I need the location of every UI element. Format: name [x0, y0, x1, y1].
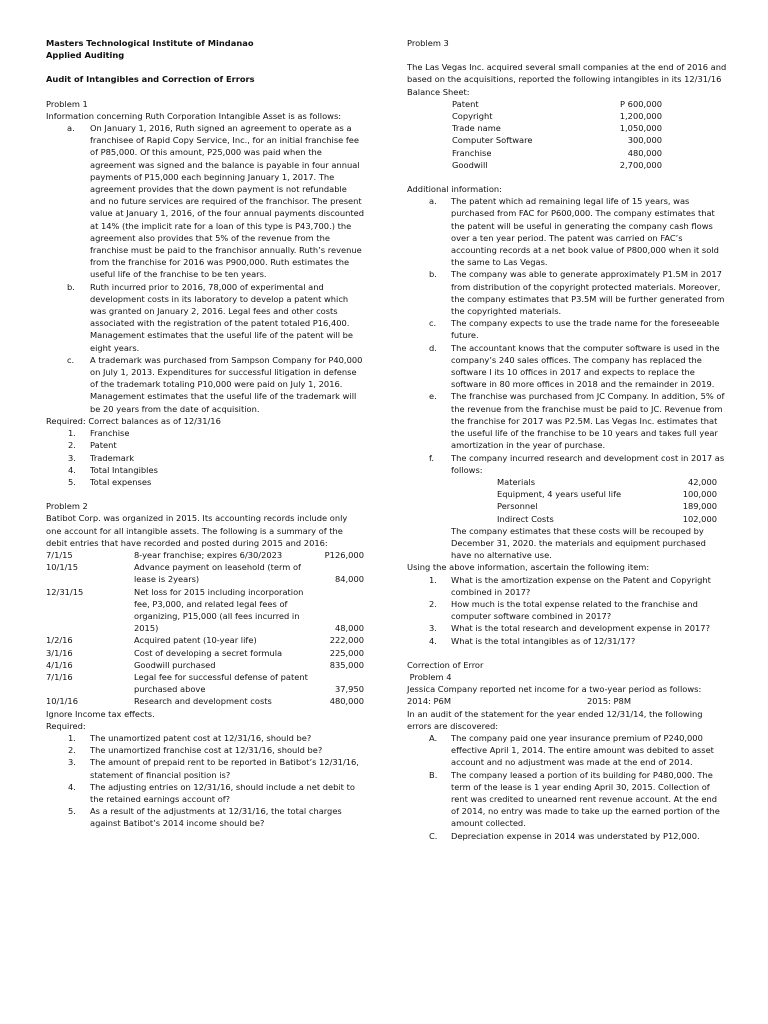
intangible-row: [452, 110, 662, 122]
item-text: What is the amortization expense on the Patent and Copyright combined in 2017?: [451, 574, 711, 597]
item-text: The patent which ad remaining legal life of 15 years, was purchased from FAC for P600,000. The company estimates that the patent will be useful in generating the company cash flows over a ten year period. The patent was carried on FAC’s accounting records at a net book value of P800,000 when it sold the same to Las Vegas.: [451, 196, 719, 268]
school-name: Masters Technological Institute of Mindanao: [46, 38, 254, 48]
rnd-note: The company estimates that these costs will be recouped by December 31, 2020. the materials and equipment purchased have no alternative use.: [451, 525, 706, 561]
error-item: [407, 769, 727, 830]
entry-amount: 835,000: [329, 659, 364, 670]
ignore-tax-note: Ignore Income tax effects.: [46, 708, 155, 719]
intangible-name: Goodwill: [452, 159, 488, 170]
required-item: [46, 781, 364, 805]
entry-date: 3/1/16: [46, 647, 73, 658]
item-text: The unamortized patent cost at 12/31/16, should be?: [90, 732, 312, 743]
item-text: What is the total research and development expense in 2017?: [451, 623, 710, 634]
item-text: The adjusting entries on 12/31/16, should include a net debit to the retained earnings account of?: [90, 781, 355, 804]
rnd-row: [497, 476, 717, 488]
rnd-amount: 42,000: [687, 476, 717, 487]
problem-2-intro: Batibot Corp. was organized in 2015. Its accounting records include only one account for all intangible assets. The following is a summary of the debit entries that have recorded and posted during 2015 and 2016:: [46, 513, 348, 548]
item-marker: 2.: [429, 598, 437, 609]
intangible-name: Trade name: [452, 123, 501, 134]
problem-3-item: [407, 268, 727, 317]
rnd-name: Personnel: [497, 501, 538, 512]
item-marker: C.: [429, 830, 438, 841]
problem-4-heading: Problem 4: [407, 671, 452, 682]
item-marker: 3.: [68, 452, 76, 463]
entry-date: 10/1/15: [46, 562, 78, 573]
problem-1-item-a: [46, 122, 364, 281]
entry-date: 4/1/16: [46, 659, 73, 670]
item-text: A trademark was purchased from Sampson Company for P40,000 on July 1, 2013. Expenditures for successful litigation in defense of the trademark totaling P10,000 were paid on July 1, 2016. Management estimates that the useful life of the trademark will be 20 years from the date of acquisition.: [90, 354, 363, 414]
intangible-row: [452, 122, 662, 134]
rnd-amount: 102,000: [682, 513, 717, 524]
item-marker: 4.: [68, 464, 76, 475]
question-item: [407, 598, 727, 622]
entry-row: [46, 634, 364, 646]
required-item: [46, 427, 364, 439]
entry-date: 12/31/15: [46, 586, 84, 597]
required-item: [46, 439, 364, 451]
intangible-row: [452, 98, 662, 110]
entry-row: [46, 659, 364, 671]
item-text: The franchise was purchased from JC Company. In addition, 5% of the revenue from the franchise must be paid to JC. Revenue from the franchise for 2017 was P2.5M. Las Vegas Inc. estimates that the useful life of the franchise to be 10 years and takes full year amortization in the year of purchase.: [451, 391, 725, 451]
question-item: [407, 635, 727, 647]
item-marker: a.: [67, 123, 75, 134]
item-text: The accountant knows that the computer software is used in the company’s 240 sales offices. The company has replaced the software I its 10 offices in 2017 and expects to replace the software in 80 more offices in 2018 and the remainder in 2019.: [451, 342, 720, 390]
entry-desc: Cost of developing a secret formula: [134, 647, 283, 658]
correction-of-error-heading: Correction of Error: [407, 659, 484, 670]
question-item: [407, 622, 727, 634]
item-text: The company was able to generate approximately P1.5M in 2017 from distribution of the copyright protected materials. Moreover, the company estimates that P3.5M will be further generated from the copyrighted materials.: [451, 269, 725, 317]
problem-1-heading: Problem 1: [46, 98, 88, 109]
entry-desc: Net loss for 2015 including incorporation fee, P3,000, and related legal fees of organizing, P15,000 (all fees incurred in 2015): [134, 586, 304, 634]
required-item: [46, 744, 364, 756]
item-text: The company expects to use the trade name for the foreseeable future.: [451, 318, 720, 341]
item-text: Ruth incurred prior to 2016, 78,000 of experimental and development costs in its laboratory to develop a patent which was granted on January 2, 2016. Legal fees and other costs associated with the registration of the patent totaled P16,400. Management estimates that the useful life of the patent will be eight years.: [90, 281, 354, 353]
intangible-amount: 300,000: [627, 135, 662, 146]
required-item: [46, 805, 364, 829]
using-above-info: Using the above information, ascertain the following item:: [407, 562, 650, 573]
entry-amount: 84,000: [334, 574, 364, 585]
intangible-amount: 2,700,000: [619, 159, 662, 170]
intangible-row: [452, 147, 662, 159]
problem-3-item: [407, 390, 727, 451]
audit-statement: In an audit of the statement for the year ended 12/31/14, the following errors are discovered:: [407, 708, 703, 731]
problem-3-item: [407, 317, 727, 341]
item-marker: f.: [429, 452, 434, 463]
additional-info-label: Additional information:: [407, 184, 502, 195]
required-item: [46, 464, 364, 476]
item-marker: 3.: [429, 623, 437, 634]
entry-date: 10/1/16: [46, 696, 78, 707]
item-marker: B.: [429, 769, 438, 780]
item-marker: 1.: [429, 574, 437, 585]
entry-desc: Legal fee for successful defense of patent purchased above: [134, 671, 308, 695]
net-income-row: [407, 695, 727, 707]
item-text: Trademark: [90, 452, 135, 463]
entry-row: [46, 561, 364, 585]
problem-2-required: Required:: [46, 720, 86, 731]
required-item: [46, 756, 364, 780]
entry-amount: 37,950: [334, 684, 364, 695]
intangible-amount: 1,050,000: [619, 123, 662, 134]
problem-4-intro: Jessica Company reported net income for a two-year period as follows:: [407, 684, 702, 695]
item-text: On January 1, 2016, Ruth signed an agreement to operate as a franchisee of Rapid Copy Service, Inc., for an initial franchise fee of P85,000. Of this amount, P25,000 was paid when the agreement was signed and the balance is payable in four annual payments of P15,000 each beginning January 1, 2017. The agreement provides that the down payment is not refundable and no future services are required of the franchisor. The present value at January 1, 2016, of the four annual payments discounted at 14% (the implicit rate for a loan of this type is P43,700.) the agreement also provides that 5% of the revenue from the franchise must be paid to the franchisor annually. Ruth’s revenue from the franchise for 2016 was P900,000. Ruth estimates the useful life of the franchise to be ten years.: [90, 123, 364, 280]
item-marker: d.: [429, 342, 437, 353]
item-text: The company leased a portion of its building for P480,000. The term of the lease is 1 year ending April 30, 2015. Collection of rent was credited to unearned rent revenue account. At the end of 2014, no entry was made to take up the earned portion of the amount collected.: [451, 769, 720, 829]
intangible-amount: 480,000: [627, 147, 662, 158]
entry-row: [46, 671, 364, 695]
item-text: Total expenses: [90, 476, 152, 487]
entry-desc: Advance payment on leasehold (term of lease is 2years): [134, 562, 301, 585]
rnd-name: Indirect Costs: [497, 513, 554, 524]
item-text: Patent: [90, 440, 117, 451]
rnd-name: Equipment, 4 years useful life: [497, 489, 622, 500]
rnd-name: Materials: [497, 476, 536, 487]
question-item: [407, 574, 727, 598]
problem-2-heading: Problem 2: [46, 501, 88, 512]
income-2014: 2014: P6M: [407, 696, 451, 707]
intangible-row: [452, 134, 662, 146]
item-text: As a result of the adjustments at 12/31/16, the total charges against Batibot’s 2014 income should be?: [90, 806, 342, 829]
rnd-row: [497, 500, 717, 512]
item-text: Depreciation expense in 2014 was understated by P12,000.: [451, 830, 700, 841]
intangible-row: [452, 159, 662, 171]
item-text: Franchise: [90, 428, 130, 439]
problem-1-intro: Information concerning Ruth Corporation Intangible Asset is as follows:: [46, 110, 342, 121]
item-text: What is the total intangibles as of 12/31/17?: [451, 635, 636, 646]
item-marker: b.: [429, 269, 437, 280]
error-item: [407, 732, 727, 769]
item-marker: A.: [429, 732, 438, 743]
item-marker: 2.: [68, 440, 76, 451]
entry-amount: 225,000: [329, 647, 364, 658]
item-marker: 4.: [68, 781, 76, 792]
item-text: How much is the total expense related to the franchise and computer software combined in 2017?: [451, 598, 698, 622]
item-marker: b.: [67, 281, 75, 292]
item-marker: 1.: [68, 732, 76, 743]
course-name: Applied Auditing: [46, 50, 125, 61]
intangible-name: Copyright: [452, 111, 493, 122]
entry-desc: Research and development costs: [134, 696, 272, 707]
entry-desc: 8-year franchise; expires 6/30/2023: [134, 549, 283, 560]
entry-date: 1/2/16: [46, 635, 73, 646]
problem-3-item: [407, 342, 727, 391]
intangible-name: Patent: [452, 98, 479, 109]
item-text: The company paid one year insurance premium of P240,000 effective April 1, 2014. The entire amount was debited to asset account and no adjustment was made at the end of 2014.: [451, 732, 714, 768]
right-column: [407, 37, 727, 842]
document-title: Audit of Intangibles and Correction of Errors: [46, 74, 255, 85]
rnd-cost-list: [497, 476, 717, 525]
intangible-amount: P 600,000: [620, 98, 662, 109]
required-item: [46, 732, 364, 744]
entry-row: [46, 695, 364, 707]
left-column: [46, 37, 364, 830]
intangible-name: Computer Software: [452, 135, 533, 146]
entry-amount: 222,000: [329, 635, 364, 646]
entry-amount: 48,000: [334, 623, 364, 634]
item-text: Total Intangibles: [90, 464, 158, 475]
required-item: [46, 476, 364, 488]
entry-desc: Goodwill purchased: [134, 659, 216, 670]
intangibles-list: [452, 98, 662, 171]
entry-row: [46, 586, 364, 635]
entry-amount: 480,000: [329, 696, 364, 707]
item-marker: 5.: [68, 806, 76, 817]
item-marker: 3.: [68, 757, 76, 768]
item-marker: 4.: [429, 635, 437, 646]
rnd-row: [497, 488, 717, 500]
required-item: [46, 452, 364, 464]
entry-desc: Acquired patent (10-year life): [134, 635, 257, 646]
rnd-row: [497, 513, 717, 525]
item-marker: 5.: [68, 476, 76, 487]
rnd-amount: 189,000: [682, 501, 717, 512]
problem-3-item: [407, 195, 727, 268]
intangible-amount: 1,200,000: [619, 111, 662, 122]
entry-date: 7/1/15: [46, 549, 73, 560]
debit-entries: [46, 549, 364, 708]
problem-3-heading: Problem 3: [407, 38, 449, 48]
item-marker: a.: [429, 196, 437, 207]
error-item: [407, 830, 727, 842]
entry-row: [46, 647, 364, 659]
item-text: The unamortized franchise cost at 12/31/16, should be?: [90, 745, 323, 756]
problem-1-required: Required: Correct balances as of 12/31/16: [46, 415, 221, 426]
item-marker: c.: [67, 354, 75, 365]
item-marker: c.: [429, 318, 437, 329]
item-marker: e.: [429, 391, 437, 402]
item-marker: 1.: [68, 428, 76, 439]
entry-row: [46, 549, 364, 561]
problem-3-intro: The Las Vegas Inc. acquired several small companies at the end of 2016 and based on the acquisitions, reported the following intangibles in its 12/31/16 Balance Sheet:: [407, 62, 727, 97]
rnd-amount: 100,000: [682, 489, 717, 500]
entry-amount: P126,000: [324, 549, 364, 560]
item-text: The amount of prepaid rent to be reported in Batibot’s 12/31/16, statement of financial position is?: [90, 757, 359, 780]
problem-1-item-b: [46, 281, 364, 354]
income-2015: 2015: P8M: [587, 696, 631, 707]
problem-1-item-c: [46, 354, 364, 415]
intangible-name: Franchise: [452, 147, 492, 158]
item-text: The company incurred research and development cost in 2017 as follows:: [451, 452, 725, 475]
entry-date: 7/1/16: [46, 671, 73, 682]
item-marker: 2.: [68, 745, 76, 756]
problem-3-item: [407, 452, 727, 476]
